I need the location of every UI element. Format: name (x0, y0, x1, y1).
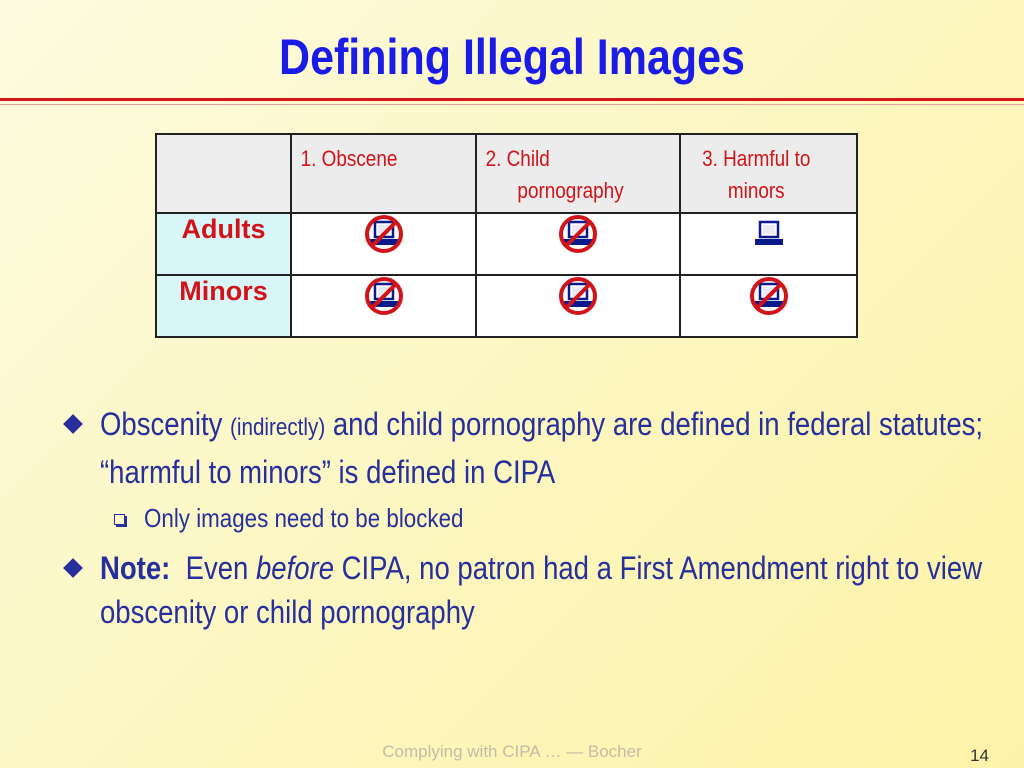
illegal-images-table (155, 133, 858, 338)
diamond-bullet-icon (63, 414, 83, 434)
table-cell (291, 213, 476, 275)
table-cell (476, 213, 680, 275)
column-header-child-pornography (476, 134, 680, 213)
slide-footer: Complying with CIPA … — Bocher (382, 742, 642, 761)
title-divider (0, 98, 1024, 101)
column-header-label: 2. Child pornography (485, 146, 624, 203)
table-corner-cell (156, 134, 291, 213)
bullet-text: Obscenity (indirectly) and child pornography are defined in federal statutes; “harmful to minors” is defined in CIPA (100, 406, 984, 490)
table-row (156, 275, 857, 337)
table-cell (680, 213, 857, 275)
blocked-computer-icon (364, 214, 404, 254)
blocked-computer-icon (364, 276, 404, 316)
bullet-text: Note: Even before CIPA, no patron had a First Amendment right to view obscenity or child pornography (100, 550, 983, 630)
blocked-computer-icon (558, 214, 598, 254)
row-label-minors: Minors (156, 275, 291, 337)
table-header-row (156, 134, 857, 213)
bullet-item (62, 546, 992, 634)
diamond-bullet-icon (63, 558, 83, 578)
table-row (156, 213, 857, 275)
computer-icon (749, 214, 789, 254)
table-cell (291, 275, 476, 337)
blocked-computer-icon (749, 276, 789, 316)
row-label-adults: Adults (156, 213, 291, 275)
blocked-computer-icon (558, 276, 598, 316)
bullet-list (62, 402, 992, 634)
title-divider-thin (0, 104, 1024, 105)
square-bullet-icon (114, 514, 125, 525)
sub-bullet-text: Only images need to be blocked (144, 503, 464, 533)
column-header-label: 3. Harmful to minors (702, 146, 811, 203)
column-header-harmful-to-minors (680, 134, 857, 213)
page-number: 14 (970, 746, 989, 765)
column-header-obscene: 1. Obscene (291, 134, 476, 213)
slide-title: Defining Illegal Images (279, 29, 745, 85)
bullet-item (62, 402, 992, 494)
table-cell (680, 275, 857, 337)
table-cell (476, 275, 680, 337)
sub-bullet-item (62, 500, 992, 536)
